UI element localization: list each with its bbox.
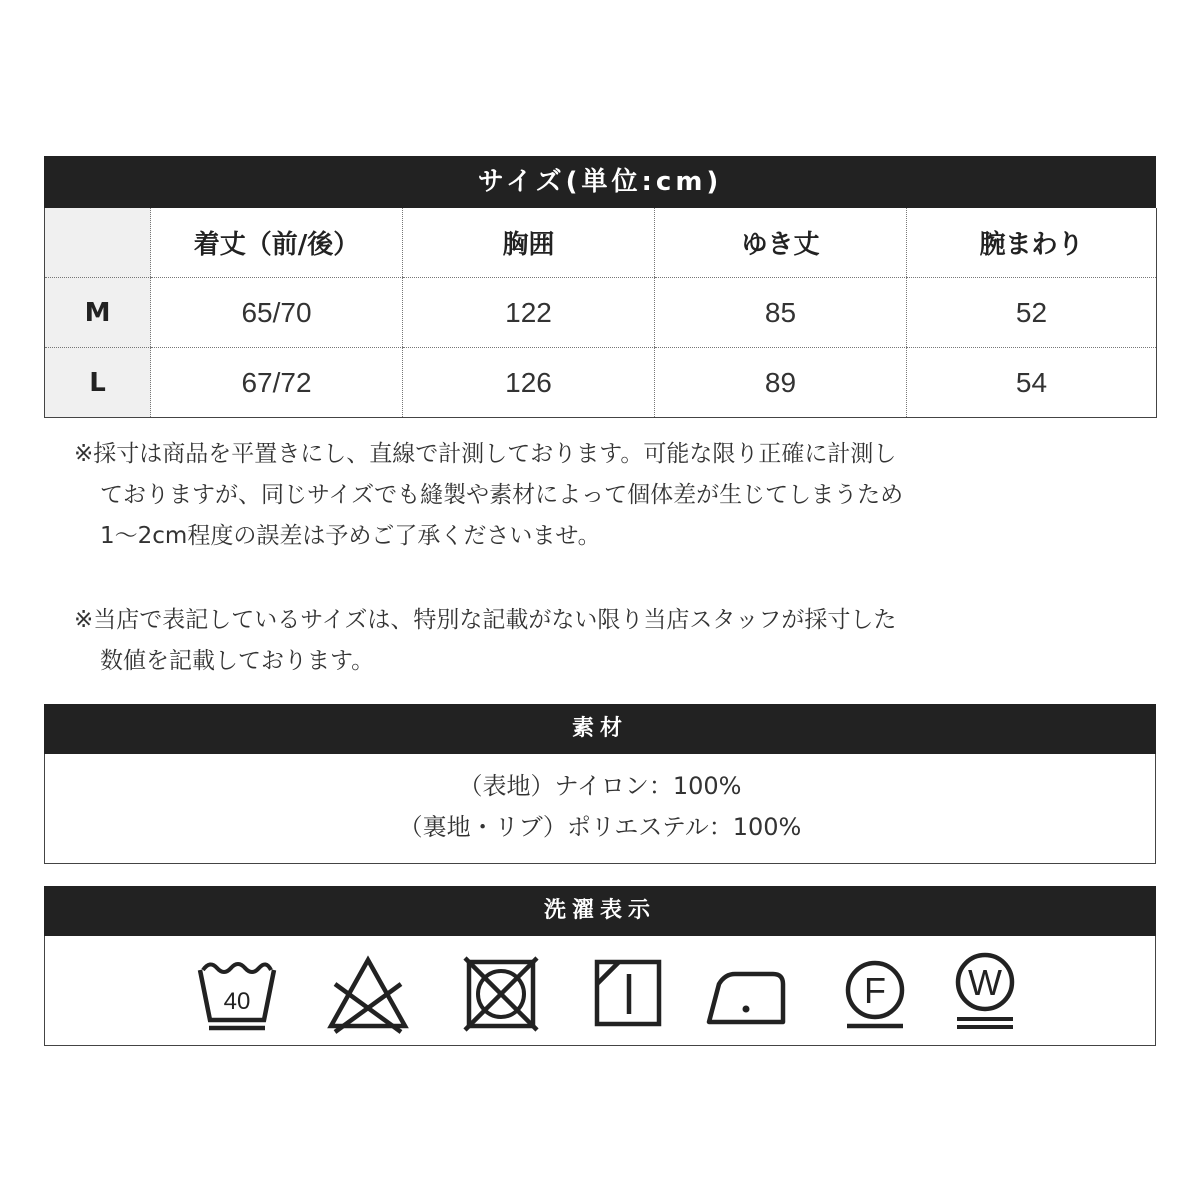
dry-clean-label: F: [864, 970, 886, 1011]
header-length: 着丈（前/後）: [151, 208, 403, 278]
note-line: ※採寸は商品を平置きにし、直線で計測しております。可能な限り正確に計測し: [74, 441, 897, 467]
line-dry-shade-icon: [589, 954, 669, 1034]
cell-arm: 54: [907, 348, 1157, 418]
cell-length: 67/72: [151, 348, 403, 418]
material-line-lining: （裏地・リブ）ポリエステル：100%: [398, 813, 802, 841]
wash-temp-label: 40: [223, 988, 251, 1015]
header-arm: 腕まわり: [907, 208, 1157, 278]
cell-chest: 126: [403, 348, 655, 418]
size-table: [44, 208, 1157, 418]
cell-length: 65/70: [151, 278, 403, 348]
iron-low-icon: [705, 954, 789, 1034]
row-size-label: L: [45, 348, 151, 418]
note-line: ておりますが、同じサイズでも縫製や素材によって個体差が生じてしまうため: [100, 482, 904, 508]
header-corner: [45, 208, 151, 278]
wet-clean-label: W: [968, 962, 1002, 1003]
no-tumble-dry-icon: [461, 954, 541, 1034]
size-table-header: [45, 208, 1157, 278]
cell-sleeve: 89: [655, 348, 907, 418]
size-section-title: サイズ(単位:cm): [44, 156, 1156, 208]
material-box: [44, 754, 1156, 864]
cell-sleeve: 85: [655, 278, 907, 348]
size-source-note: [74, 600, 1074, 682]
table-row: [45, 278, 1157, 348]
wet-clean-w-icon: [945, 948, 1025, 1036]
material-section-title: 素材: [44, 704, 1156, 754]
cell-arm: 52: [907, 278, 1157, 348]
note-line: ※当店で表記しているサイズは、特別な記載がない限り当店スタッフが採寸した: [74, 607, 897, 633]
table-row: [45, 348, 1157, 418]
care-section-title: 洗濯表示: [44, 886, 1156, 936]
no-bleach-icon: [325, 954, 411, 1034]
material-line-outer: （表地）ナイロン：100%: [458, 772, 742, 800]
measurement-note: [74, 434, 1074, 557]
care-icons-box: [44, 936, 1156, 1046]
header-chest: 胸囲: [403, 208, 655, 278]
note-line: 1～2cm程度の誤差は予めご了承くださいませ。: [100, 523, 601, 549]
row-size-label: M: [45, 278, 151, 348]
wash-40-icon: [195, 954, 279, 1034]
cell-chest: 122: [403, 278, 655, 348]
header-sleeve: ゆき丈: [655, 208, 907, 278]
note-line: 数値を記載しております。: [100, 648, 375, 674]
dry-clean-f-icon: [835, 954, 915, 1034]
